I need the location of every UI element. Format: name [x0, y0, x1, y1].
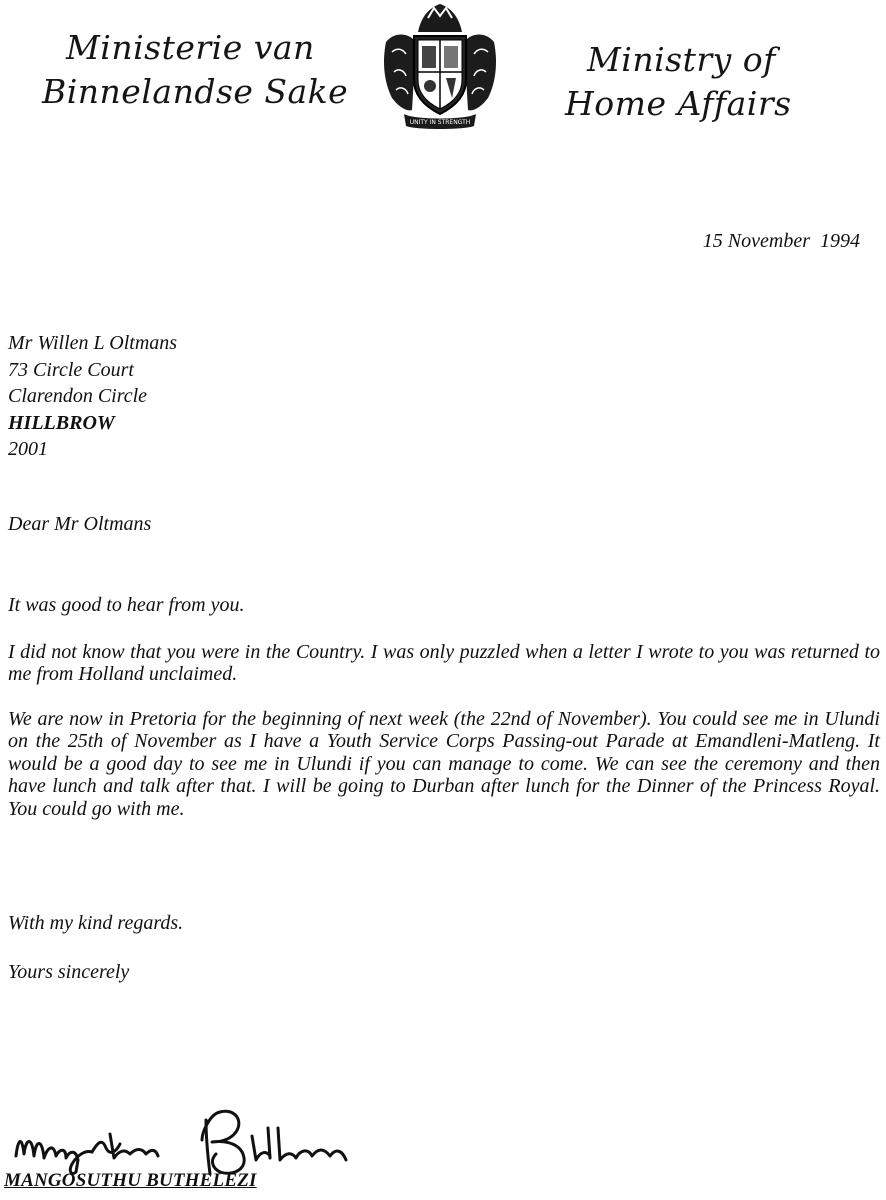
letter-body — [8, 594, 880, 842]
recipient-street: 73 Circle Court — [8, 358, 134, 381]
closing-regards: With my kind regards. — [8, 912, 184, 934]
body-paragraph-2: I did not know that you were in the Country. I was only puzzled when a letter I wrote to you was returned to me from Holland unclaimed. — [8, 640, 880, 685]
closing-signoff: Yours sincerely — [8, 961, 130, 983]
recipient-area: Clarendon Circle — [8, 385, 148, 407]
letter-date: 15 November 1994 — [702, 230, 860, 252]
handwritten-signature — [6, 1098, 426, 1178]
letterhead-afrikaans-line2: Binnelandse Sake — [42, 72, 349, 111]
recipient-address — [8, 330, 177, 463]
body-paragraph-1: It was good to hear from you. — [8, 594, 245, 616]
letterhead-afrikaans — [42, 26, 348, 114]
recipient-postcode: 2001 — [8, 438, 48, 460]
body-paragraph-3: We are now in Pretoria for the beginning of next week (the 22nd of November). You could see me in Ulundi on the 25th of November as I have a Youth Service Corps Passing-out Parade at Emandleni-Matleng. It would be a good day to see me in Ulundi if you can manage to come. We can see the ceremony and then have lunch and talk after that. I will be going to Durban after lunch for the Dinner of the Princess Royal. You could go with me. — [8, 707, 880, 820]
letterhead-english-line2: Home Affairs — [565, 84, 792, 123]
letterhead-english-line1: Ministry of — [587, 40, 776, 79]
recipient-name: Mr Willen L Oltmans — [8, 332, 178, 354]
letterhead-english — [565, 38, 792, 126]
letterhead-afrikaans-line1: Ministerie van — [66, 28, 315, 67]
coat-of-arms-icon — [378, 2, 502, 130]
recipient-city: HILLBROW — [8, 411, 115, 434]
signatory-name: MANGOSUTHU BUTHELEZI — [4, 1170, 257, 1191]
salutation: Dear Mr Oltmans — [8, 513, 152, 535]
crest-motto: UNITY IN STRENGTH — [409, 119, 471, 126]
